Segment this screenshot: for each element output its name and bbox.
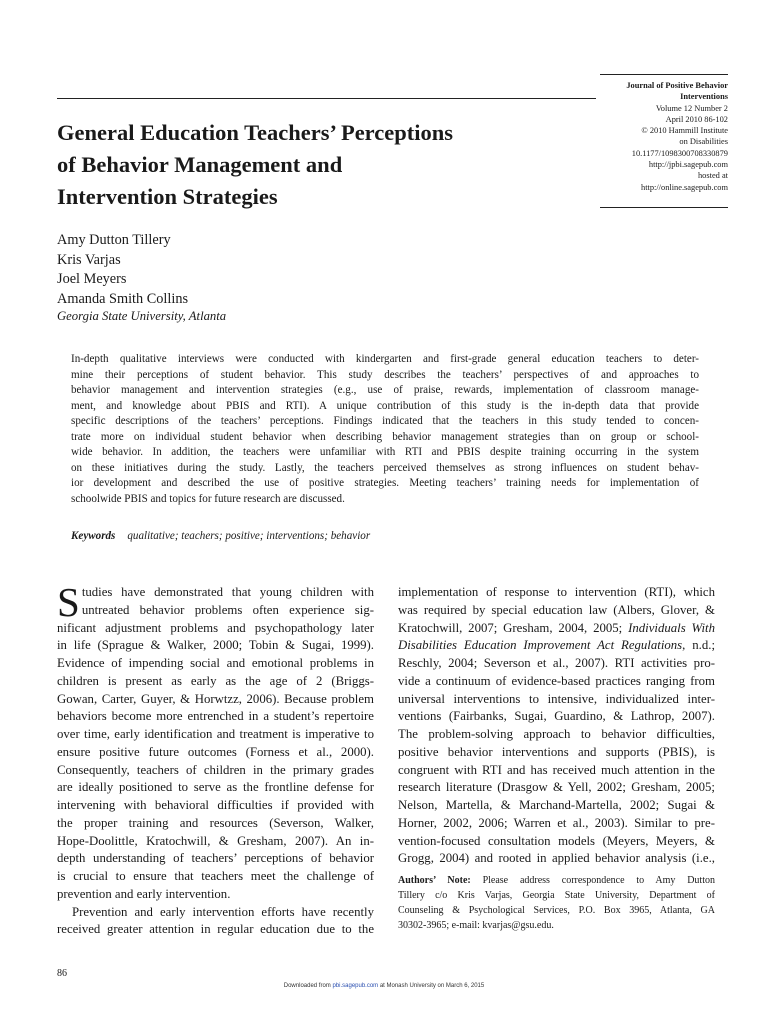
body-line: behaviors become more entrenched in a student’s repertoire bbox=[57, 709, 374, 724]
journal-url[interactable]: http://jpbi.sagepub.com bbox=[648, 160, 728, 170]
author-affiliation: Georgia State University, Atlanta bbox=[57, 309, 227, 323]
abstract-line: behavior management and intervention strategies (e.g., use of praise, rewards, implementation of classroom manage- bbox=[71, 384, 699, 396]
journal-name-cont: Interventions bbox=[680, 92, 728, 102]
abstract-line: In-depth qualitative interviews were conducted with kindergarten and first-grade general education teachers to deter- bbox=[71, 353, 699, 365]
authors-note bbox=[398, 873, 715, 933]
body-line bbox=[398, 620, 715, 638]
body-line: intervening with behavioral difficulties if provided with bbox=[57, 798, 374, 812]
body-line: research literature (Drasgow & Yell, 2002; Gresham, 2005; bbox=[398, 780, 715, 795]
note-line bbox=[398, 873, 715, 888]
body-line: is crucial to ensure that teachers meet the challenge of bbox=[57, 869, 374, 883]
body-line: Reschly, 2004; Severson et al., 2007). RTI activities pro- bbox=[398, 656, 715, 670]
journal-info bbox=[600, 80, 728, 193]
footer-suffix: at Monash University on March 6, 2015 bbox=[378, 983, 485, 989]
abstract-line: trate more on individual student behavior when describing behavior management strategies than on group or school- bbox=[71, 430, 699, 443]
author-name: Kris Varjas bbox=[57, 251, 121, 268]
note-line: Counseling & Psychological Services, P.O. Box 3965, Atlanta, GA bbox=[398, 905, 715, 916]
body-line: in life (Sprague & Walker, 2000; Tobin & Sugai, 1999). bbox=[57, 638, 374, 653]
body-line: Hope-Doolittle, Kratochwill, & Gresham, 2007). An in- bbox=[57, 833, 374, 848]
body-line: Prevention and early intervention efforts have recently bbox=[72, 904, 374, 919]
body-line: children is present as early as the age of 2 (Briggs- bbox=[57, 673, 374, 688]
body-line: positive behavior interventions and supports (PBIS), is bbox=[398, 744, 715, 759]
author-name: Amy Dutton Tillery bbox=[57, 232, 171, 248]
note-text: Please address correspondence to Amy Dutton bbox=[470, 875, 715, 886]
body-line: vide a continuum of evidence-based practices ranging from bbox=[398, 673, 715, 688]
download-footer bbox=[0, 983, 768, 989]
journal-copyright: © 2010 Hammill Institute bbox=[641, 126, 728, 136]
body-column-left bbox=[57, 579, 374, 939]
note-line: Tillery c/o Kris Varjas, Georgia State University, Department of bbox=[398, 890, 715, 901]
keywords-label: Keywords bbox=[71, 530, 116, 542]
body-line: Consequently, teachers of children in the primary grades bbox=[57, 762, 374, 777]
body-line: untreated behavior problems often experience sig- bbox=[81, 602, 374, 617]
body-line: Evidence of impending social and emotional problems in bbox=[57, 656, 374, 670]
journal-date-pages: April 2010 86-102 bbox=[665, 114, 728, 124]
body-line: Grogg, 2004) and rooted in applied behavior analysis (i.e., bbox=[398, 851, 715, 866]
body-line: depth understanding of teachers’ perceptions of behavior bbox=[57, 851, 374, 866]
footer-prefix: Downloaded from bbox=[283, 983, 333, 989]
footer-link[interactable]: pbi.sagepub.com bbox=[332, 983, 379, 989]
body-line: universal interventions to intensive, individualized inter- bbox=[398, 691, 715, 706]
title-line: General Education Teachers’ Perceptions bbox=[57, 120, 454, 145]
keywords-list: qualitative; teachers; positive; interventions; behavior bbox=[127, 530, 371, 542]
body-line: was required by special education law (Albers, Glover, & bbox=[398, 602, 715, 617]
journal-doi: 10.1177/1098300708330879 bbox=[631, 148, 728, 158]
body-line: implementation of response to intervention (RTI), which bbox=[398, 585, 715, 599]
body-line: ensure positive future outcomes (Forness et al., 2000). bbox=[57, 744, 374, 759]
header-rule bbox=[57, 98, 596, 99]
body-line: prevention and early intervention. bbox=[57, 886, 231, 901]
body-text: Kratochwill, 2007; Gresham, 2004, 2005; bbox=[398, 620, 629, 635]
body-line: nificant adjustment problems and psychopathology later bbox=[57, 620, 374, 635]
body-line: ventions (Fairbanks, Sugai, Guardino, & Lathrop, 2007). bbox=[398, 709, 715, 724]
author-name: Amanda Smith Collins bbox=[57, 290, 189, 307]
body-line: over time, early identification and treatment is imperative to bbox=[57, 727, 374, 741]
body-line: Horner, 2002, 2006; Warren et al., 2003). Similar to pre- bbox=[398, 815, 715, 830]
journal-host-url[interactable]: http://online.sagepub.com bbox=[641, 182, 728, 192]
body-line: the proper training and resources (Severson, Walker, bbox=[57, 815, 374, 830]
body-line: The problem-solving approach to behavior difficulties, bbox=[398, 727, 715, 741]
legislation-title-cont: Disabilities Education Improvement Act Regulations bbox=[398, 638, 683, 653]
body-line: tudies have demonstrated that young children with bbox=[81, 585, 374, 599]
body-text: , n.d.; bbox=[682, 638, 715, 653]
legislation-title: Individuals With bbox=[628, 620, 715, 635]
body-line bbox=[398, 637, 715, 655]
body-line: congruent with RTI and has received much attention in the bbox=[398, 762, 715, 777]
abstract bbox=[71, 352, 699, 507]
author-name: Joel Meyers bbox=[57, 271, 127, 287]
abstract-line: specific descriptions of the teachers’ perceptions. Findings indicated that the teachers in this study tended to concen- bbox=[71, 415, 699, 427]
journal-volume: Volume 12 Number 2 bbox=[655, 103, 728, 113]
abstract-line: ment, and knowledge about PBIS and RTI). A unique contribution of this study is the in-depth data that provide bbox=[71, 399, 699, 412]
journal-copyright-cont: on Disabilities bbox=[679, 137, 728, 147]
body-line: vention-focused consultation models (Meyers, Meyers, & bbox=[398, 833, 715, 848]
body-line: Nelson, Martella, & Marchand-Martella, 2002; Sugai & bbox=[398, 798, 715, 812]
article-title bbox=[57, 117, 577, 213]
body-line: received greater attention in regular education due to the bbox=[57, 922, 374, 937]
body-line: are ideally positioned to serve as the frontline defense for bbox=[57, 780, 374, 795]
journal-name: Journal of Positive Behavior bbox=[626, 81, 728, 90]
title-line: Intervention Strategies bbox=[57, 184, 278, 209]
abstract-line: wide behavior. In addition, the teachers were unfamiliar with RTI and PBIS despite training occurring in the system bbox=[71, 446, 699, 458]
page-number: 86 bbox=[57, 968, 67, 979]
body-column-right bbox=[398, 584, 715, 868]
abstract-line: mine their perceptions of student behavior. This study describes the teachers’ perspectives of and approaches to bbox=[71, 368, 699, 381]
abstract-line: on these initiatives during the study. Lastly, the teachers perceived themselves as strong influences on student behav- bbox=[71, 461, 699, 474]
note-label: Authors’ Note: bbox=[398, 875, 471, 886]
keywords bbox=[71, 530, 370, 542]
author-list bbox=[57, 231, 188, 309]
body-line: Gowan, Carter, Guyer, & Horwtzz, 2006). Because problem bbox=[57, 691, 374, 706]
abstract-line: ior development and described the use of positive strategies. Meeting teachers’ training needs for implementation of bbox=[71, 477, 699, 489]
note-line: 30302-3965; e-mail: kvarjas@gsu.edu. bbox=[398, 920, 554, 931]
journal-hosted-label: hosted at bbox=[697, 171, 728, 181]
abstract-line: schoolwide PBIS and topics for future research are discussed. bbox=[71, 492, 345, 505]
title-line: of Behavior Management and bbox=[57, 152, 343, 177]
drop-cap: S bbox=[57, 579, 80, 625]
